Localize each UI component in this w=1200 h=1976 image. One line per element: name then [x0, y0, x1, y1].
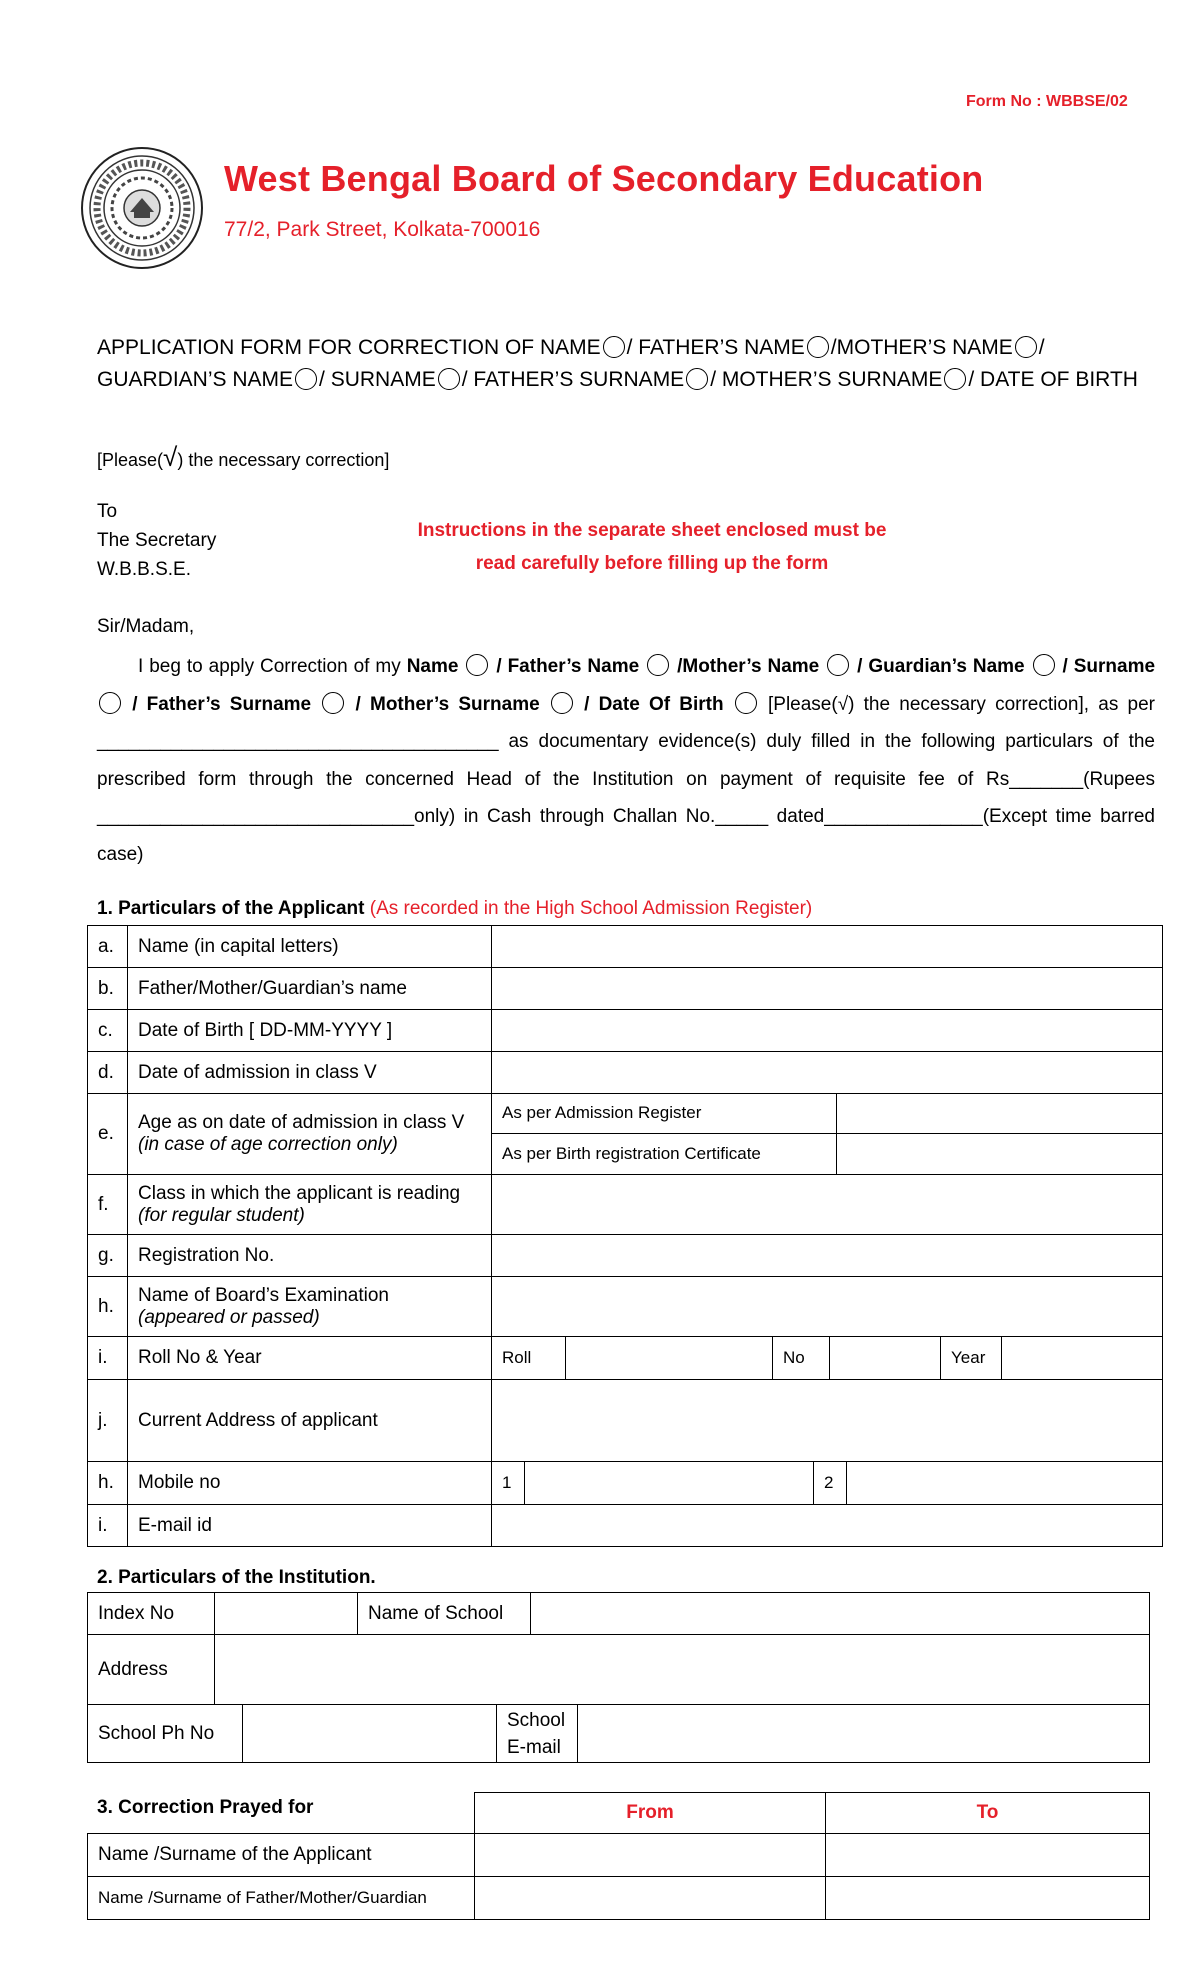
title-text: /MOTHER’S NAME: [830, 336, 1013, 359]
table-row: [88, 1010, 1163, 1052]
admission-date-input[interactable]: [492, 1052, 1163, 1094]
application-letter: [97, 648, 1155, 873]
row-index: b.: [88, 968, 128, 1010]
mobile1-label: 1: [492, 1462, 525, 1504]
table-row: [88, 1277, 1163, 1337]
school-email-label: [497, 1705, 578, 1763]
from-header: From: [475, 1793, 826, 1834]
row-index: h.: [88, 1462, 128, 1505]
mother-surname-radio[interactable]: [551, 692, 573, 714]
mother-surname-radio[interactable]: [944, 368, 966, 390]
title-text: / DATE OF BIRTH: [968, 367, 1138, 391]
note-text: ) the necessary correction]: [177, 450, 390, 470]
letter-field: Name: [406, 656, 459, 677]
instructions-line: Instructions in the separate sheet enclosed must be: [417, 520, 887, 541]
table-row: [88, 1052, 1163, 1094]
school-phone-input[interactable]: [243, 1705, 497, 1763]
row-label: [128, 1094, 492, 1175]
class-input[interactable]: [492, 1175, 1163, 1235]
table-row: [88, 1505, 1163, 1547]
table-row: [88, 1877, 1150, 1920]
form-title: [97, 332, 1157, 395]
name-radio[interactable]: [466, 654, 488, 676]
age-subtable: [492, 1094, 1162, 1174]
letter-text: [Please(√) the necessary correction], as per ______________________________________ as documentary evidence(s) duly filled in the following particulars of the prescribed form through the concerned Head of the Institution on payment of requisite fee of Rs_______(Rupees ______________________________only) in Cash through Challan No._____ dated_______________(Except time barred case): [97, 693, 1155, 865]
letter-text: I beg to apply Correction of my: [138, 656, 401, 677]
table-row: [475, 1793, 1150, 1834]
row-index: j.: [88, 1380, 128, 1462]
row-label-note: (appeared or passed): [138, 1306, 320, 1328]
instructions-line: read carefully before filling up the form: [475, 553, 829, 574]
table-row: [88, 1094, 1163, 1175]
title-text: GUARDIAN’S NAME: [97, 367, 294, 391]
row-label-text: Name of Board’s Examination: [138, 1284, 389, 1306]
table-row: [88, 1705, 1150, 1763]
addressee: [97, 497, 216, 584]
row-label: Name (in capital letters): [128, 926, 492, 968]
applicant-name-label: Name /Surname of the Applicant: [88, 1834, 475, 1877]
father-surname-radio[interactable]: [322, 692, 344, 714]
form-number: Form No : WBBSE/02: [966, 93, 1128, 110]
parent-name-label: Name /Surname of Father/Mother/Guardian: [88, 1877, 475, 1920]
row-label: Current Address of applicant: [128, 1380, 492, 1462]
table-row: [88, 1175, 1163, 1235]
row-index: i.: [88, 1337, 128, 1380]
roll-year-cell: [492, 1337, 1163, 1380]
table-row: [88, 1462, 1163, 1505]
dob-radio[interactable]: [735, 692, 757, 714]
school-phone-label: School Ph No: [88, 1705, 243, 1763]
parent-from-input[interactable]: [475, 1877, 826, 1920]
row-index: e.: [88, 1094, 128, 1175]
title-text: / FATHER’S SURNAME: [461, 367, 685, 391]
table-row: [88, 1380, 1163, 1462]
letter-field: / Mother’s Surname: [355, 693, 540, 715]
section-note: (As recorded in the High School Admission Register): [369, 898, 813, 919]
row-index: g.: [88, 1235, 128, 1277]
institution-contact-table: [87, 1704, 1150, 1763]
mobile2-input[interactable]: [847, 1462, 1163, 1504]
addressee-secretary: The Secretary: [97, 530, 217, 551]
row-label-text: Age as on date of admission in class V: [138, 1112, 465, 1133]
row-index: i.: [88, 1505, 128, 1547]
name-radio[interactable]: [603, 336, 625, 358]
note-text: [Please(: [97, 450, 164, 470]
row-label: Father/Mother/Guardian’s name: [128, 968, 492, 1010]
year-label: Year: [941, 1337, 1002, 1379]
row-index: a.: [88, 926, 128, 968]
table-row: [88, 1337, 1163, 1380]
row-label: Date of admission in class V: [128, 1052, 492, 1094]
org-name: West Bengal Board of Secondary Education: [224, 158, 984, 199]
row-index: h.: [88, 1277, 128, 1337]
roll-year-subtable: [492, 1337, 1162, 1379]
mobile1-input[interactable]: [525, 1462, 814, 1504]
letter-field: / Surname: [1062, 656, 1156, 677]
father-name-radio[interactable]: [807, 336, 829, 358]
school-address-label: Address: [88, 1635, 215, 1705]
row-label-note: (in case of age correction only): [138, 1134, 398, 1155]
row-label-note: (for regular student): [138, 1204, 305, 1226]
mobile-subtable: [492, 1462, 1162, 1504]
label-line: E-mail: [507, 1736, 561, 1758]
row-label: Roll No & Year: [128, 1337, 492, 1380]
table-row: [88, 968, 1163, 1010]
age-subtable-cell: [492, 1094, 1163, 1175]
dob-input[interactable]: [492, 1010, 1163, 1052]
org-address: 77/2, Park Street, Kolkata-700016: [224, 218, 541, 241]
addressee-to: To: [97, 501, 118, 522]
mobile-cell: [492, 1462, 1163, 1505]
row-index: d.: [88, 1052, 128, 1094]
row-label: Date of Birth [ DD-MM-YYYY ]: [128, 1010, 492, 1052]
name-input[interactable]: [492, 926, 1163, 968]
mobile2-label: 2: [814, 1462, 847, 1504]
registration-input[interactable]: [492, 1235, 1163, 1277]
section1-heading: [97, 898, 812, 920]
row-label: E-mail id: [128, 1505, 492, 1547]
letter-field: /Mother’s Name: [677, 656, 820, 677]
wbbse-seal-icon: [80, 146, 204, 270]
roll-input[interactable]: [566, 1337, 773, 1379]
row-label: [128, 1277, 492, 1337]
correction-table: [87, 1833, 1150, 1920]
parent-name-input[interactable]: [492, 968, 1163, 1010]
row-index: c.: [88, 1010, 128, 1052]
to-header: To: [826, 1793, 1150, 1834]
surname-radio[interactable]: [438, 368, 460, 390]
age-admission-input[interactable]: [837, 1094, 1163, 1133]
table-row: [88, 1235, 1163, 1277]
guardian-name-radio[interactable]: [1033, 654, 1055, 676]
title-text: / SURNAME: [319, 367, 436, 391]
table-row: [88, 1593, 1150, 1635]
row-label: [128, 1175, 492, 1235]
table-row: [88, 1834, 1150, 1877]
row-label: Registration No.: [128, 1235, 492, 1277]
letter-field: / Guardian’s Name: [857, 656, 1025, 677]
school-address-input[interactable]: [215, 1635, 1150, 1705]
mother-name-radio[interactable]: [827, 654, 849, 676]
address-input[interactable]: [492, 1380, 1163, 1462]
institution-table: [87, 1592, 1150, 1705]
mother-name-radio[interactable]: [1015, 336, 1037, 358]
applicant-to-input[interactable]: [826, 1834, 1150, 1877]
section-title: 1. Particulars of the Applicant: [97, 898, 365, 919]
school-name-input[interactable]: [531, 1593, 1150, 1635]
year-input[interactable]: [1002, 1337, 1163, 1379]
table-row: [88, 1635, 1150, 1705]
section3-heading: 3. Correction Prayed for: [97, 1797, 314, 1818]
applicant-table: [87, 925, 1163, 1547]
letter-field: / Father’s Name: [496, 656, 640, 677]
title-text: / MOTHER’S SURNAME: [710, 367, 943, 391]
salutation: Sir/Madam,: [97, 616, 195, 637]
guardian-name-radio[interactable]: [295, 368, 317, 390]
school-name-label: Name of School: [358, 1593, 531, 1635]
no-input[interactable]: [830, 1337, 941, 1379]
surname-radio[interactable]: [99, 692, 121, 714]
title-text: /: [1038, 336, 1045, 359]
roll-label: Roll: [492, 1337, 566, 1379]
section2-heading: 2. Particulars of the Institution.: [97, 1567, 376, 1588]
father-name-radio[interactable]: [647, 654, 669, 676]
label-line: School: [507, 1709, 566, 1731]
table-row: [88, 926, 1163, 968]
index-no-input[interactable]: [215, 1593, 358, 1635]
tick-icon: √: [163, 442, 178, 472]
please-tick-note: [97, 442, 389, 473]
no-label: No: [773, 1337, 830, 1379]
exam-name-input[interactable]: [492, 1277, 1163, 1337]
school-email-input[interactable]: [578, 1705, 1150, 1763]
father-surname-radio[interactable]: [686, 368, 708, 390]
row-label: Mobile no: [128, 1462, 492, 1505]
email-input[interactable]: [492, 1505, 1163, 1547]
correction-header-table: [474, 1792, 1150, 1834]
parent-to-input[interactable]: [826, 1877, 1150, 1920]
index-no-label: Index No: [88, 1593, 215, 1635]
sub-label: As per Admission Register: [492, 1094, 837, 1133]
row-index: f.: [88, 1175, 128, 1235]
sub-label: As per Birth registration Certificate: [492, 1133, 837, 1174]
title-text: APPLICATION FORM FOR CORRECTION OF NAME: [97, 336, 601, 359]
addressee-org: W.B.B.S.E.: [97, 559, 191, 580]
applicant-from-input[interactable]: [475, 1834, 826, 1877]
letter-field: / Date Of Birth: [584, 693, 724, 715]
row-label-text: Class in which the applicant is reading: [138, 1182, 461, 1204]
title-text: / FATHER’S NAME: [626, 336, 805, 359]
age-birth-cert-input[interactable]: [837, 1133, 1163, 1174]
letter-field: / Father’s Surname: [132, 693, 312, 715]
instructions-note: [382, 514, 922, 580]
